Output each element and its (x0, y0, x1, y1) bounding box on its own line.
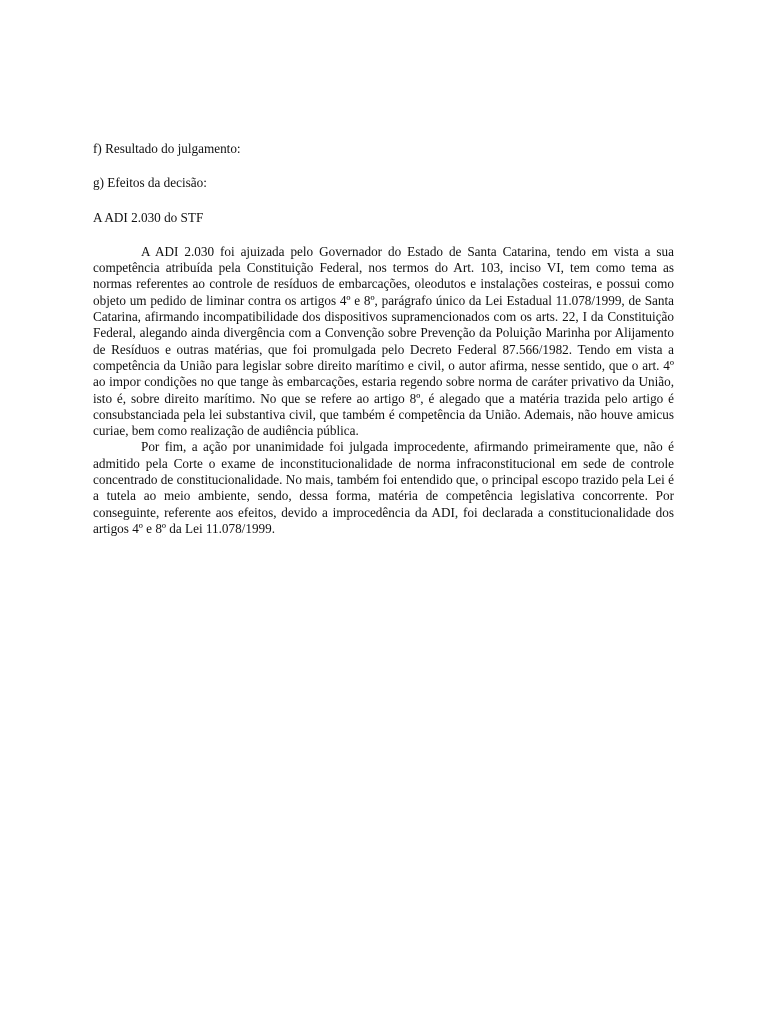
section-g-heading: g) Efeitos da decisão: (93, 175, 207, 191)
paragraph-2: Por fim, a ação por unanimidade foi julgada improcedente, afirmando primeiramente que, não é admitido pela Corte o exame de inconstitucionalidade de norma infraconstitucional em sede de controle concentrado de constitucionalidade. No mais, também foi entendido que, o principal escopo trazido pela Lei é a tutela ao meio ambiente, sendo, dessa forma, matéria de competência legislativa concorrente. Por conseguinte, referente aos efeitos, devido a improcedência da ADI, foi declarada a constitucionalidade dos artigos 4º e 8º da Lei 11.078/1999. (93, 439, 674, 536)
document-body (93, 141, 674, 537)
document-title: A ADI 2.030 do STF (93, 209, 204, 225)
paragraph-1: A ADI 2.030 foi ajuizada pelo Governador do Estado de Santa Catarina, tendo em vista a sua competência atribuída pela Constituição Federal, nos termos do Art. 103, inciso VI, tem como tema as normas referentes ao controle de resíduos de embarcações, oleodutos e instalações costeiras, e possui como objeto um pedido de liminar contra os artigos 4º e 8º, parágrafo único da Lei Estadual 11.078/1999, de Santa Catarina, afirmando incompatibilidade dos dispositivos supramencionados com os arts. 22, I da Constituição Federal, alegando ainda divergência com a Convenção sobre Prevenção da Poluição Marinha por Alijamento de Resíduos e outras matérias, que foi promulgada pelo Decreto Federal 87.566/1982. Tendo em vista a competência da União para legislar sobre direito marítimo e civil, o autor afirma, nesse sentido, que o art. 4º ao impor condições no que tange às embarcações, estaria regendo sobre norma de caráter privativo da União, isto é, sobre direito marítimo. No que se refere ao artigo 8º, é alegado que a matéria trazida pelo artigo é consubstanciada pela lei substantiva civil, que também é competência da União. Ademais, não houve amicus curiae, bem como realização de audiência pública. (93, 243, 674, 439)
section-f-heading: f) Resultado do julgamento: (93, 141, 241, 156)
